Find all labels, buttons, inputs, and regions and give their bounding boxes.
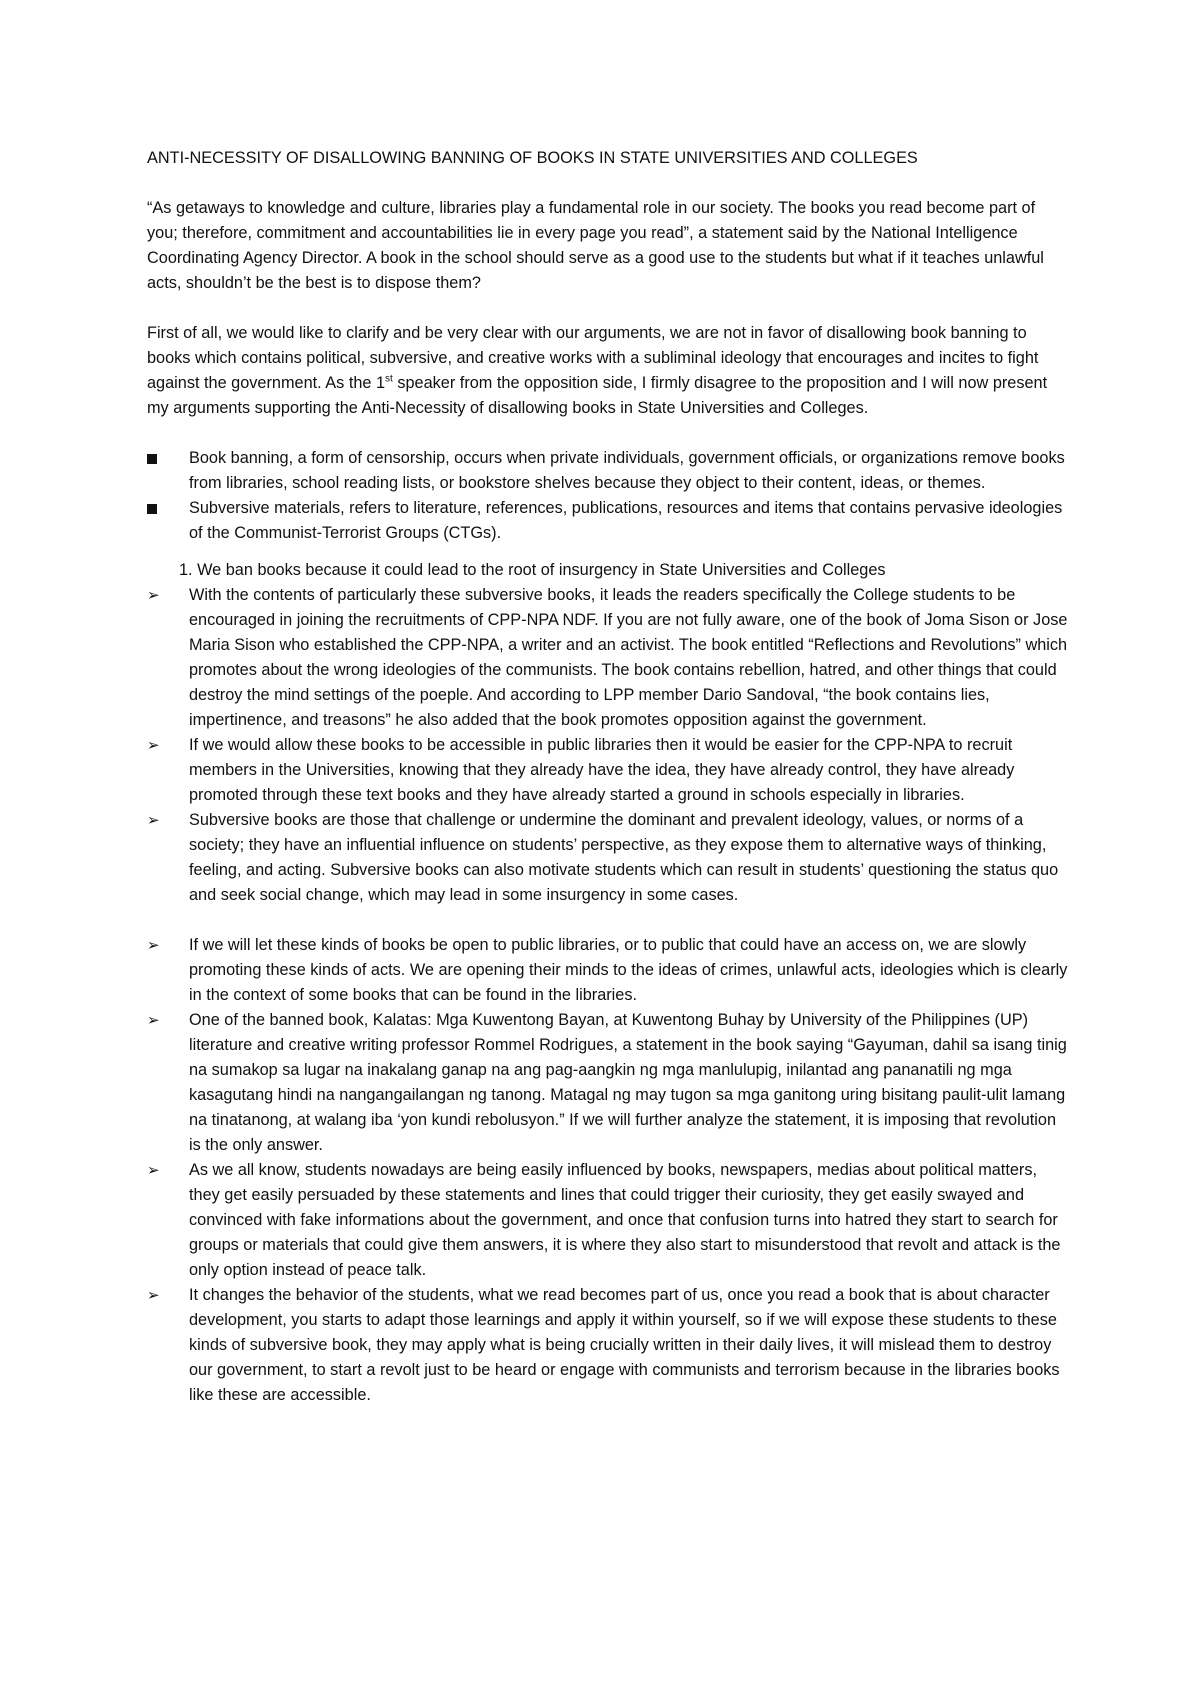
document-title: ANTI-NECESSITY OF DISALLOWING BANNING OF BOOKS IN STATE UNIVERSITIES AND COLLEGES — [147, 149, 918, 167]
argument-text: If we would allow these books to be accessible in public libraries then it would be easier for the CPP-NPA to recruit members in the Universities, knowing that they already have the idea, they have already control, they have already promoted through these text books and they have already started a ground in schools especially in libraries. — [189, 736, 1015, 804]
arrow-bullet-icon: ➢ — [147, 1161, 160, 1179]
argument-item — [147, 1283, 1069, 1408]
position-paragraph-text-start: First of all, we would like to clarify and be very clear with our arguments, we are not in favor of disallowing book banning to books which contains political, subversive, and creative works with a subliminal ideology that encourages and incites to fight against the government. As the 1 — [147, 324, 1039, 392]
argument-text: One of the banned book, Kalatas: Mga Kuwentong Bayan, at Kuwentong Buhay by University of the Philippines (UP) literature and creative writing professor Rommel Rodrigues, a statement in the book saying “Gayuman, dahil sa isang tinig na sumakop sa lugar na inakalang ganap na ang pag-aangkin ng mga manlulupig, inilantad ang pananatili ng mga kasagutang hindi na nangangailangan ng tanong. Matagal ng may tugon sa mga ganitong uring bisitang paulit-ulit lamang na tinatanong, at walang iba ‘yon kundi rebolusyon.” If we will further analyze the statement, it is imposing that revolution is the only answer. — [189, 1011, 1067, 1154]
arrow-bullet-icon: ➢ — [147, 811, 160, 829]
square-bullet-icon — [147, 454, 157, 464]
argument-item — [147, 808, 1069, 908]
arrow-bullet-icon: ➢ — [147, 936, 160, 954]
argument-item — [147, 933, 1069, 1008]
argument-text: As we all know, students nowadays are being easily influenced by books, newspapers, medias about political matters, they get easily persuaded by these statements and lines that could trigger their curiosity, they get easily swayed and convinced with fake informations about the government, and once that confusion turns into hatred they start to search for groups or materials that could give them answers, it is where they also start to misunderstood that revolt and attack is the only option instead of peace talk. — [189, 1161, 1061, 1279]
argument-text: It changes the behavior of the students, what we read becomes part of us, once you read a book that is about character development, you starts to adapt those learnings and apply it within yourself, so if we will expose these students to these kinds of subversive book, they may apply what is being crucially written in their daily lives, it will mislead them to destroy our government, to start a revolt just to be heard or engage with communists and terrorism because in the libraries books like these are accessible. — [189, 1286, 1060, 1404]
document-page — [147, 146, 1069, 1408]
arguments-list — [147, 583, 1069, 1408]
ordinal-suffix: st — [385, 373, 393, 385]
definition-item-subversive-materials — [147, 496, 1069, 546]
square-bullet-icon — [147, 504, 157, 514]
arrow-bullet-icon: ➢ — [147, 1011, 160, 1029]
arrow-bullet-icon: ➢ — [147, 586, 160, 604]
argument-item — [147, 733, 1069, 808]
arrow-bullet-icon: ➢ — [147, 736, 160, 754]
arrow-bullet-icon: ➢ — [147, 1286, 160, 1304]
argument-item — [147, 1158, 1069, 1283]
argument-heading: 1. We ban books because it could lead to the root of insurgency in State Universities and Colleges — [179, 561, 886, 579]
definition-text: Book banning, a form of censorship, occurs when private individuals, government officials, or organizations remove books from libraries, school reading lists, or bookstore shelves because they object to their content, ideas, or themes. — [189, 449, 1065, 492]
intro-paragraph: “As getaways to knowledge and culture, libraries play a fundamental role in our society. The books you read become part of you; therefore, commitment and accountabilities lie in every page you read”, a statement said by the National Intelligence Coordinating Agency Director. A book in the school should serve as a good use to the students but what if it teaches unlawful acts, shouldn’t be the best is to dispose them? — [147, 199, 1044, 292]
argument-text: If we will let these kinds of books be open to public libraries, or to public that could have an access on, we are slowly promoting these kinds of acts. We are opening their minds to the ideas of crimes, unlawful acts, ideologies which is clearly in the context of some books that can be found in the libraries. — [189, 936, 1068, 1004]
definition-item-book-banning — [147, 446, 1069, 496]
position-paragraph — [147, 321, 1069, 421]
definition-text: Subversive materials, refers to literature, references, publications, resources and items that contains pervasive ideologies of the Communist-Terrorist Groups (CTGs). — [189, 499, 1063, 542]
definitions-list — [147, 446, 1069, 546]
position-paragraph-text-end: speaker from the opposition side, I firmly disagree to the proposition and I will now present my arguments supporting the Anti-Necessity of disallowing books in State Universities and Colleges. — [147, 374, 1048, 417]
argument-text: With the contents of particularly these subversive books, it leads the readers specifically the College students to be encouraged in joining the recruitments of CPP-NPA NDF. If you are not fully aware, one of the book of Joma Sison or Jose Maria Sison who established the CPP-NPA, a writer and an activist. The book entitled “Reflections and Revolutions” which promotes about the wrong ideologies of the communists. The book contains rebellion, hatred, and other things that could destroy the mind settings of the poeple. And according to LPP member Dario Sandoval, “the book contains lies, impertinence, and treasons” he also added that the book promotes opposition against the government. — [189, 586, 1068, 729]
argument-item — [147, 1008, 1069, 1158]
argument-text: Subversive books are those that challenge or undermine the dominant and prevalent ideology, values, or norms of a society; they have an influential influence on students’ perspective, as they expose them to alternative ways of thinking, feeling, and acting. Subversive books can also motivate students which can result in students’ questioning the status quo and seek social change, which may lead in some insurgency in some cases. — [189, 811, 1059, 904]
argument-item — [147, 583, 1069, 733]
